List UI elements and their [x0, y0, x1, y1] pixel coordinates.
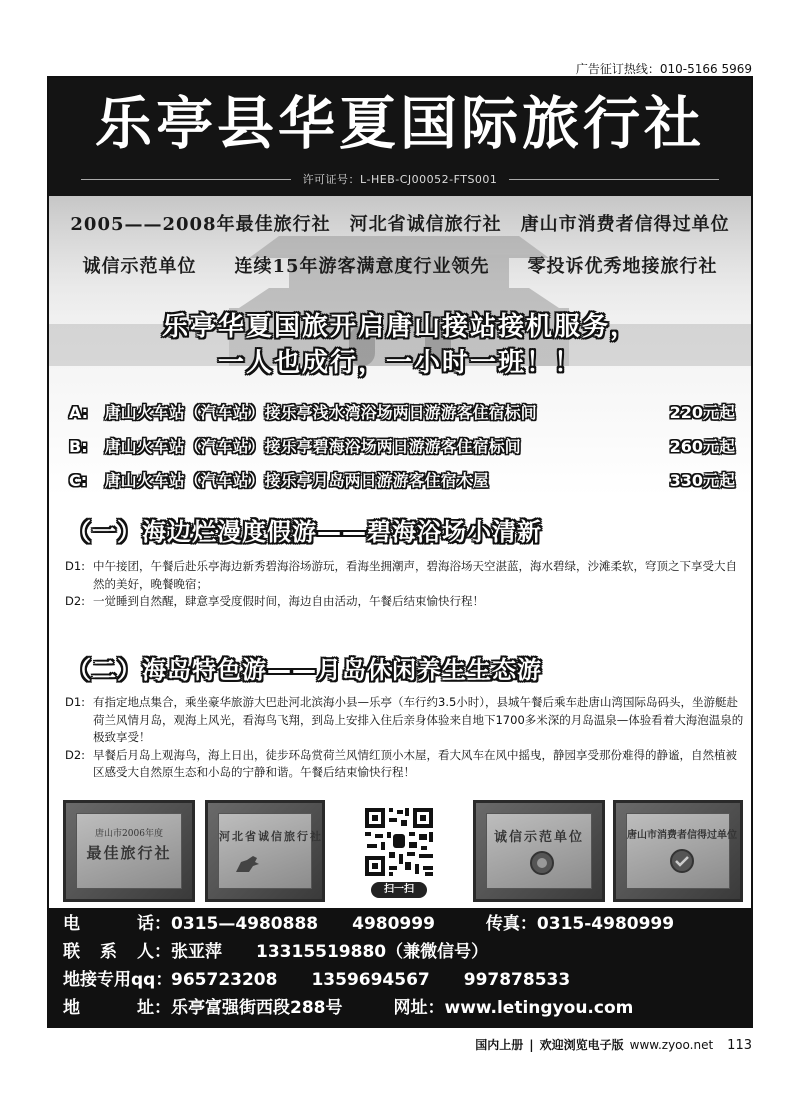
contact-label: 联 系 人：	[63, 942, 171, 962]
tour-2-title: （二）海岛特色游——月岛休闲养生生态游	[67, 656, 542, 684]
route-code: B:	[69, 437, 88, 456]
footer-section: 国内上册	[475, 1038, 524, 1052]
footer-site-link[interactable]: www.zyoo.net	[629, 1038, 714, 1052]
itinerary-day	[65, 593, 745, 611]
route-b	[69, 434, 735, 462]
agency-name: 乐亭县华夏国际旅行社	[95, 91, 705, 157]
day-text: 有指定地点集合，乘坐豪华旅游大巴赴河北滨海小县—乐亭（车行约3.5小时），县城午餐后乘车赴唐山湾国际岛码头，坐游艇赴荷兰风情月岛，观海上风光，看海鸟飞翔，到岛上安排入住后亲身体验来自地下1700多米深的月岛温泉—体验看着大海泡温泉的极致享受！	[93, 695, 744, 744]
route-desc: 唐山火车站（汽车站）接乐亭月岛两日游游客住宿木屋	[104, 471, 489, 490]
contact-label: 电 话：	[63, 914, 171, 934]
certificate-title: 最佳旅行社	[86, 844, 172, 862]
day-text: 早餐后月岛上观海鸟，海上日出，徒步环岛赏荷兰风情红顶小木屋，看大风车在风中摇曳，静园享受那份难得的静谧，自然植被区感受大自然原生态和小岛的宁静和谐。午餐后结束愉快行程！	[93, 747, 737, 779]
certificate-integrity	[205, 800, 325, 902]
scan-label: 扫一扫	[371, 882, 427, 898]
certificate-consumer-trust	[613, 800, 743, 902]
emblem-icon	[669, 848, 695, 874]
tour-1-title: （一）海边烂漫度假游——碧海浴场小清新	[67, 518, 542, 546]
contact-qq	[63, 966, 751, 994]
route-price: 220元起	[669, 403, 735, 422]
itinerary-day	[65, 747, 745, 782]
award-line-1: 2005——2008年最佳旅行社 河北省诚信旅行社 唐山市消费者信得过单位	[70, 214, 730, 235]
award-line-2: 诚信示范单位 连续15年游客满意度行业领先 零投诉优秀地接旅行社	[82, 256, 718, 277]
certificate-row	[49, 800, 751, 906]
headline-line-2: 一人也成行，一小时一班！！	[217, 348, 582, 378]
certificate-model-unit	[473, 800, 605, 902]
horse-emblem-icon	[233, 852, 263, 876]
page-footer	[475, 1036, 752, 1053]
itinerary-day	[65, 558, 745, 593]
footer-browse: 欢迎浏览电子版	[539, 1038, 624, 1052]
route-code: C:	[69, 471, 88, 490]
person-value[interactable]: 张亚萍 13315519880（兼微信号）	[171, 942, 489, 962]
route-code: A:	[69, 403, 89, 422]
contact-address	[63, 994, 751, 1022]
certificate-best-agency	[63, 800, 195, 902]
route-desc: 唐山火车站（汽车站）接乐亭碧海浴场两日游游客住宿标间	[104, 437, 521, 456]
headline-line-1: 乐亭华夏国旅开启唐山接站接机服务，	[161, 312, 638, 342]
day-text: 中午接团，午餐后赴乐亭海边新秀碧海浴场游玩，看海坐拥潮声，碧海浴场天空湛蓝，海水碧绿，沙滩柔软，穹顶之下享受大自然的美好，晚餐晚宿；	[93, 559, 737, 591]
certificate-title: 河北省诚信旅行社	[219, 830, 323, 843]
phone-value[interactable]: 0315—4980888 4980999 传真：0315-4980999	[171, 914, 675, 934]
contact-person	[63, 938, 751, 966]
ad-page	[47, 76, 753, 1028]
route-desc: 唐山火车站（汽车站）接乐亭浅水湾浴场两日游游客住宿标间	[104, 403, 537, 422]
hotline: 广告征订热线：010-5166 5969	[575, 62, 752, 76]
contact-label: 地接专用qq：	[63, 970, 173, 990]
qr-code[interactable]	[359, 804, 439, 902]
certificate-title: 唐山市消费者信得过单位	[627, 830, 737, 841]
address-value[interactable]: 乐亭富强街西段288号 网址：www.letingyou.com	[171, 998, 634, 1018]
tour-2-itinerary	[65, 694, 745, 782]
day-text: 一觉睡到自然醒，肆意享受度假时间，海边自由活动，午餐后结束愉快行程！	[93, 594, 484, 608]
footer-separator: |	[529, 1038, 534, 1052]
license-number: 许可证号：L-HEB-CJ00052-FTS001	[302, 173, 498, 186]
license-rule-left	[81, 179, 291, 180]
page-number: 113	[727, 1038, 752, 1053]
route-price: 260元起	[669, 437, 735, 456]
certificate-title: 诚信示范单位	[493, 830, 584, 845]
day-label: D2:	[65, 594, 86, 608]
day-label: D2:	[65, 747, 86, 762]
qq-value[interactable]: 965723208 1359694567 997878533	[171, 970, 571, 990]
route-c	[69, 468, 735, 496]
header-banner	[49, 78, 751, 196]
contact-label: 地 址：	[63, 998, 171, 1018]
qr-code-icon	[359, 804, 439, 880]
route-price: 330元起	[669, 471, 735, 490]
itinerary-day	[65, 694, 745, 747]
emblem-icon	[529, 850, 555, 876]
certificate-year: 唐山市2006年度	[95, 829, 163, 839]
route-a	[69, 400, 735, 428]
day-label: D1:	[65, 695, 86, 709]
tour-1-itinerary	[65, 558, 745, 611]
contact-phone	[63, 910, 751, 938]
license-rule-right	[509, 179, 719, 180]
license-row	[49, 170, 751, 188]
day-label: D1:	[65, 559, 86, 573]
contact-panel	[49, 908, 751, 1028]
